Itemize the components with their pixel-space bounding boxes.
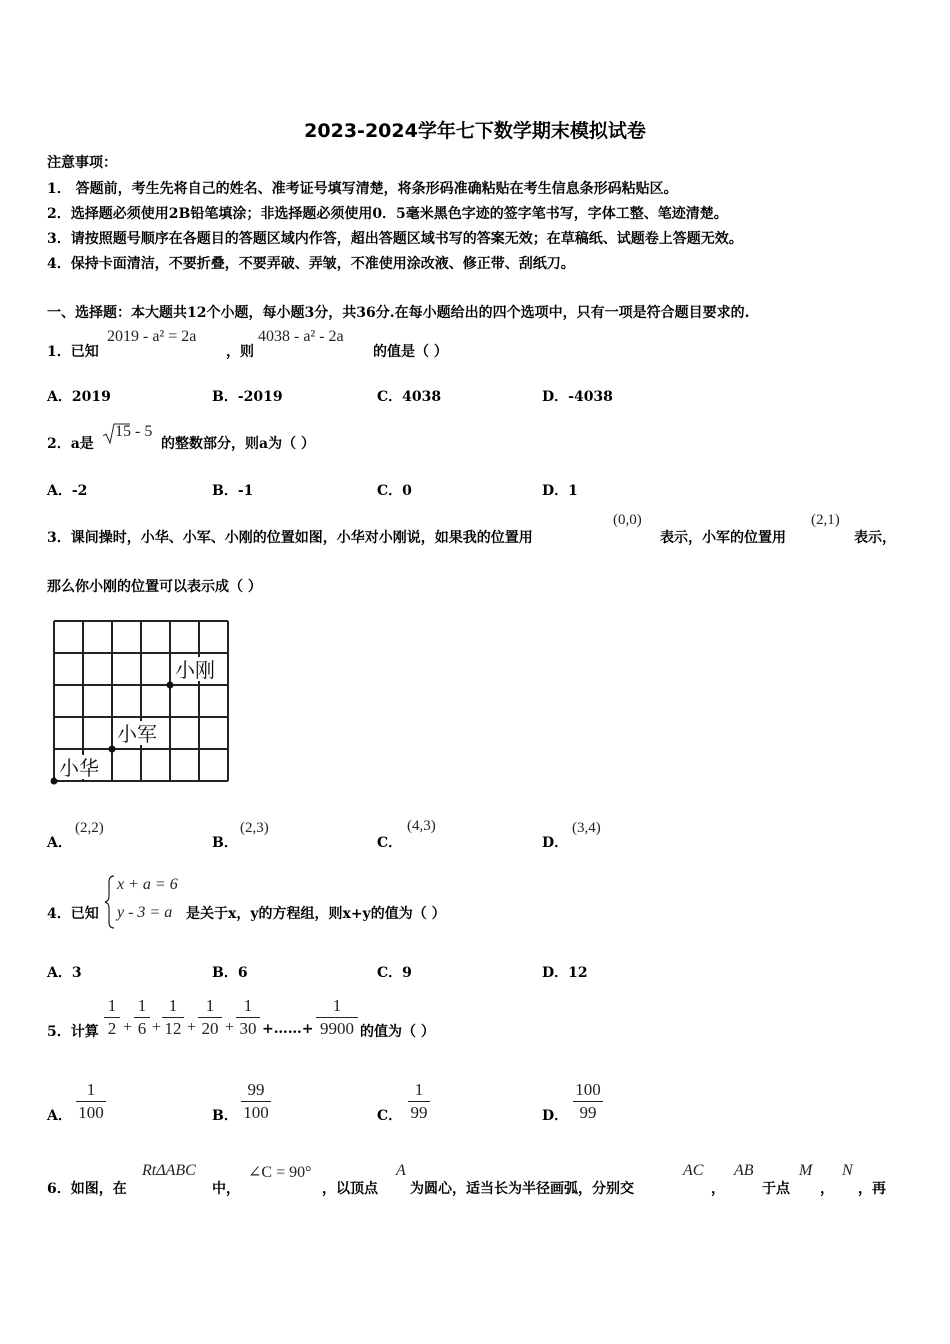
q5-option-a-fraction: 1 100 xyxy=(76,1080,106,1123)
q6-part-4: 为圆心，适当长为半径画弧，分别交 xyxy=(410,1181,634,1197)
notice-item-4: 4．保持卡面清洁，不要折叠，不要弄破、弄皱，不准使用涂改液、修正带、刮纸刀。 xyxy=(47,256,575,272)
notice-item-3: 3．请按照题号顺序在各题目的答题区域内作答，超出答题区域书写的答案无效；在草稿纸、试题卷上答题无效。 xyxy=(47,231,743,247)
q4-option-c[interactable]: C．9 xyxy=(377,965,412,981)
q4-equation-2: y - 3 = a xyxy=(117,904,173,921)
q1-mid: ，则 xyxy=(226,344,254,360)
q3-option-a[interactable]: A． xyxy=(47,835,72,851)
q5-option-d-fraction: 100 99 xyxy=(573,1080,603,1123)
q1-prefix: 1．已知 xyxy=(47,344,99,360)
q6-segment-ac: AC xyxy=(683,1162,704,1179)
q1-option-c[interactable]: C．4038 xyxy=(377,389,442,405)
q3-option-b-value: (2,3) xyxy=(240,820,269,836)
q2-option-a[interactable]: A．-2 xyxy=(47,483,88,499)
q5-plus-1: + xyxy=(123,1019,133,1036)
q1-expr2: 4038 - a² - 2a xyxy=(258,328,344,345)
q5-plus-2: + xyxy=(152,1019,162,1036)
q5-term-last: 1 9900 xyxy=(316,996,358,1039)
q3-option-c-value: (4,3) xyxy=(407,818,436,834)
q5-suffix: 的值为（ ） xyxy=(360,1024,435,1040)
jun-position-dot xyxy=(109,746,116,753)
q3-option-d[interactable]: D． xyxy=(542,835,569,851)
q3-line1c: 表示， xyxy=(854,530,896,546)
q4-option-d[interactable]: D．12 xyxy=(542,965,588,981)
q5-option-c[interactable]: C． xyxy=(377,1108,403,1124)
q3-option-c[interactable]: C． xyxy=(377,835,403,851)
q4-option-a[interactable]: A．3 xyxy=(47,965,82,981)
q1-option-a[interactable]: A．2019 xyxy=(47,389,111,405)
q6-part-5: 于点 xyxy=(762,1181,790,1197)
q5-prefix: 5．计算 xyxy=(47,1024,99,1040)
q2-option-d[interactable]: D．1 xyxy=(542,483,578,499)
q6-point-m: M xyxy=(799,1162,813,1179)
notice-heading: 注意事项： xyxy=(47,155,117,171)
notice-item-1: 1． 答题前，考生先将自己的姓名、准考证号填写清楚，将条形码准确粘贴在考生信息条形码粘贴区。 xyxy=(47,181,678,197)
gang-label: 小刚 xyxy=(175,658,215,682)
q6-point-a: A xyxy=(396,1162,406,1179)
q4-option-b[interactable]: B．6 xyxy=(212,965,248,981)
q5-option-b-fraction: 99 100 xyxy=(241,1080,271,1123)
q1-suffix: 的值是（ ） xyxy=(373,344,448,360)
q6-point-n: N xyxy=(842,1162,853,1179)
gang-position-dot xyxy=(167,682,174,689)
q6-segment-ab: AB xyxy=(734,1162,754,1179)
q6-part-1: 6．如图，在 xyxy=(47,1181,127,1197)
jun-label: 小军 xyxy=(117,722,157,746)
q6-part-6: ，再 xyxy=(858,1181,886,1197)
q5-term-1: 1 2 xyxy=(104,996,120,1039)
q3-coord2: (2,1) xyxy=(811,512,840,528)
q1-expr1: 2019 - a² = 2a xyxy=(107,328,197,345)
q2-suffix: 的整数部分，则a为（ ） xyxy=(161,436,315,452)
q3-option-d-value: (3,4) xyxy=(572,820,601,836)
q4-suffix: 是关于x，y的方程组，则x+y的值为（ ） xyxy=(186,906,446,922)
hua-label: 小华 xyxy=(59,756,99,780)
q5-term-3: 1 12 xyxy=(162,996,184,1039)
q2-prefix: 2．a是 xyxy=(47,436,94,452)
q6-comma-1: ， xyxy=(711,1181,725,1197)
q5-option-b[interactable]: B． xyxy=(212,1108,238,1124)
position-grid-figure xyxy=(48,615,234,787)
q5-term-2: 1 6 xyxy=(134,996,150,1039)
q4-prefix: 4．已知 xyxy=(47,906,99,922)
q3-line1b: 表示，小军的位置用 xyxy=(660,530,786,546)
q5-option-a[interactable]: A． xyxy=(47,1108,72,1124)
q6-part-2: 中， xyxy=(212,1181,240,1197)
q3-line2: 那么你小刚的位置可以表示成（ ） xyxy=(47,579,262,595)
notice-item-2: 2．选择题必须使用2B铅笔填涂；非选择题必须使用0．5毫米黑色字迹的签字笔书写，字体工整、笔迹清楚。 xyxy=(47,206,728,222)
page-title: 2023-2024学年七下数学期末模拟试卷 xyxy=(304,120,646,142)
q6-part-3: ，以顶点 xyxy=(322,1181,378,1197)
q5-option-d[interactable]: D． xyxy=(542,1108,569,1124)
q1-option-b[interactable]: B．-2019 xyxy=(212,389,283,405)
q4-equation-1: x + a = 6 xyxy=(117,876,178,893)
q3-line1a: 3．课间操时，小华、小军、小刚的位置如图，小华对小刚说，如果我的位置用 xyxy=(47,530,533,546)
q3-option-a-value: (2,2) xyxy=(75,820,104,836)
q3-coord1: (0,0) xyxy=(613,512,642,528)
q5-term-5: 1 30 xyxy=(236,996,260,1039)
q1-option-d[interactable]: D．-4038 xyxy=(542,389,613,405)
q2-option-c[interactable]: C．0 xyxy=(377,483,412,499)
q6-angle: ∠C = 90° xyxy=(248,1164,312,1181)
q6-triangle: RtΔABC xyxy=(142,1162,196,1179)
q3-option-b[interactable]: B． xyxy=(212,835,238,851)
q5-plus-3: + xyxy=(187,1019,197,1036)
left-brace-icon xyxy=(104,874,116,930)
q5-option-c-fraction: 1 99 xyxy=(408,1080,430,1123)
q6-comma-2: ， xyxy=(820,1181,834,1197)
q5-plus-4: + xyxy=(225,1019,235,1036)
q5-term-4: 1 20 xyxy=(198,996,222,1039)
section-heading: 一、选择题：本大题共12个小题，每小题3分，共36分.在每小题给出的四个选项中，只有一项是符合题目要求的. xyxy=(47,305,750,321)
q2-option-b[interactable]: B．-1 xyxy=(212,483,254,499)
q2-radical: 15 - 5 xyxy=(102,422,139,440)
q5-ellipsis: +……+ xyxy=(262,1021,314,1037)
